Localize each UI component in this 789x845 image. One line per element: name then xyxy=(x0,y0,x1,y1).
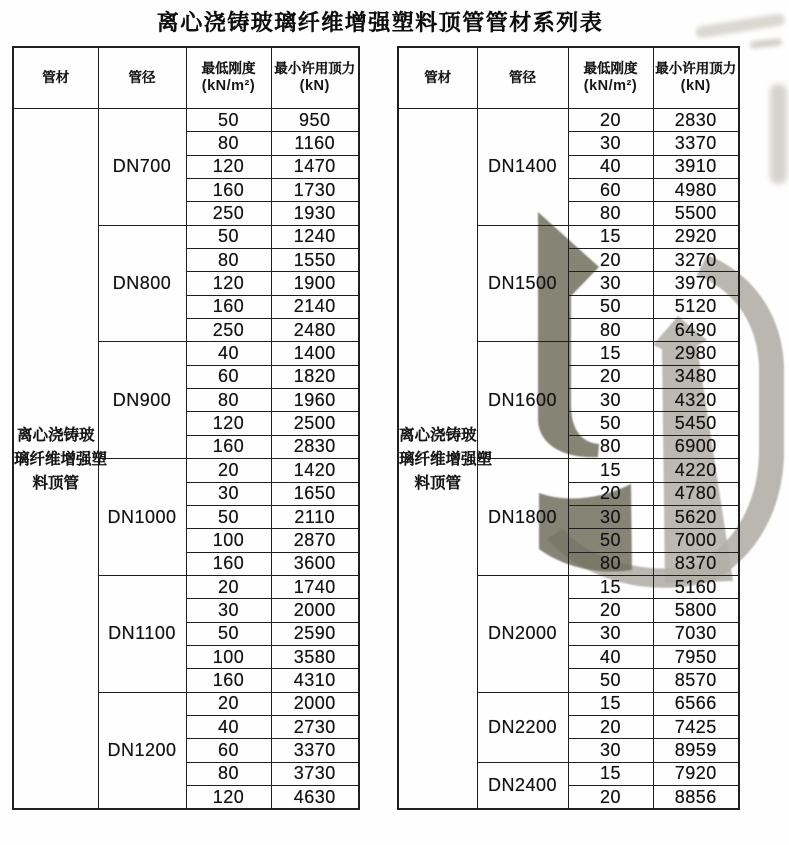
page-title: 离心浇铸玻璃纤维增强塑料顶管管材系列表 xyxy=(156,11,604,36)
stiffness-cell: 80 xyxy=(186,132,271,155)
stiffness-cell: 20 xyxy=(568,785,653,809)
force-cell: 2830 xyxy=(653,109,739,132)
col-header-force-line: (kN) xyxy=(299,78,330,94)
stiffness-cell: 20 xyxy=(568,482,653,505)
force-cell: 3970 xyxy=(653,272,739,295)
force-cell: 1160 xyxy=(271,132,359,155)
material-label-line: 离心浇铸玻 xyxy=(16,425,95,444)
col-header-force-line: 最小许用顶力 xyxy=(274,61,356,77)
force-cell: 5500 xyxy=(653,202,739,225)
force-cell: 7950 xyxy=(653,645,739,668)
pipe-series-table-left xyxy=(12,46,358,810)
col-header-diameter xyxy=(98,47,186,109)
stiffness-cell: 250 xyxy=(186,319,271,342)
force-cell: 5120 xyxy=(653,295,739,318)
stiffness-cell: 20 xyxy=(186,459,271,482)
diameter-cell: DN900 xyxy=(98,342,186,459)
col-header-material-line: 管材 xyxy=(42,69,70,86)
stiffness-cell: 60 xyxy=(568,179,653,202)
force-cell: 2590 xyxy=(271,622,359,645)
force-cell: 1420 xyxy=(271,459,359,482)
material-label-line: 离心浇铸玻 xyxy=(399,425,477,444)
force-cell: 3600 xyxy=(271,552,359,575)
force-cell: 7425 xyxy=(653,715,739,738)
stiffness-cell: 30 xyxy=(568,272,653,295)
stiffness-cell: 250 xyxy=(186,202,271,225)
force-cell: 2730 xyxy=(271,715,359,738)
diameter-cell: DN1600 xyxy=(477,342,568,459)
force-cell: 3730 xyxy=(271,762,359,785)
force-cell: 5620 xyxy=(653,505,739,528)
force-cell: 2000 xyxy=(271,599,359,622)
col-header-diameter-line: 管径 xyxy=(509,69,536,86)
stiffness-cell: 15 xyxy=(568,459,653,482)
stiffness-cell: 50 xyxy=(568,529,653,552)
pipe-table-right xyxy=(397,46,740,810)
col-header-stiffness xyxy=(568,47,653,109)
stiffness-cell: 120 xyxy=(186,155,271,178)
diameter-cell: DN2400 xyxy=(477,762,568,809)
col-header-stiffness-line: (kN/m²) xyxy=(583,78,638,94)
force-cell: 2980 xyxy=(653,342,739,365)
force-cell: 7920 xyxy=(653,762,739,785)
stiffness-cell: 20 xyxy=(568,249,653,272)
diameter-cell: DN1800 xyxy=(477,459,568,576)
force-cell: 3370 xyxy=(653,132,739,155)
stiffness-cell: 160 xyxy=(186,552,271,575)
force-cell: 4980 xyxy=(653,179,739,202)
force-cell: 2830 xyxy=(271,435,359,458)
stiffness-cell: 80 xyxy=(568,552,653,575)
diameter-cell: DN2200 xyxy=(477,692,568,762)
force-cell: 1470 xyxy=(271,155,359,178)
stiffness-cell: 80 xyxy=(186,389,271,412)
col-header-force xyxy=(271,47,359,109)
header-row xyxy=(13,47,359,109)
material-cell xyxy=(398,109,493,810)
stiffness-cell: 15 xyxy=(568,762,653,785)
material-label-line: 料顶管 xyxy=(32,473,79,492)
force-cell: 2110 xyxy=(271,505,359,528)
force-cell: 1960 xyxy=(271,389,359,412)
force-cell: 4780 xyxy=(653,482,739,505)
force-cell: 8570 xyxy=(653,669,739,692)
diameter-cell: DN700 xyxy=(98,109,186,226)
pipe-series-table-right xyxy=(397,46,738,810)
stiffness-cell: 20 xyxy=(568,365,653,388)
stiffness-cell: 120 xyxy=(186,272,271,295)
stiffness-cell: 40 xyxy=(568,155,653,178)
col-header-material xyxy=(398,47,477,109)
force-cell: 2920 xyxy=(653,225,739,248)
col-header-stiffness xyxy=(186,47,271,109)
diameter-cell: DN2000 xyxy=(477,575,568,692)
force-cell: 7000 xyxy=(653,529,739,552)
stiffness-cell: 30 xyxy=(568,505,653,528)
force-cell: 5800 xyxy=(653,599,739,622)
header-row xyxy=(398,47,739,109)
stiffness-cell: 30 xyxy=(568,132,653,155)
stiffness-cell: 15 xyxy=(568,225,653,248)
stiffness-cell: 160 xyxy=(186,295,271,318)
stiffness-cell: 15 xyxy=(568,692,653,715)
col-header-material xyxy=(13,47,98,109)
stiffness-cell: 30 xyxy=(186,482,271,505)
force-cell: 2000 xyxy=(271,692,359,715)
col-header-diameter-line: 管径 xyxy=(128,69,156,86)
stiffness-cell: 160 xyxy=(186,179,271,202)
material-cell xyxy=(13,109,108,810)
force-cell: 4320 xyxy=(653,389,739,412)
stiffness-cell: 80 xyxy=(568,319,653,342)
stiffness-cell: 15 xyxy=(568,342,653,365)
stiffness-cell: 30 xyxy=(568,739,653,762)
force-cell: 2140 xyxy=(271,295,359,318)
col-header-stiffness-line: 最低刚度 xyxy=(583,61,638,77)
stiffness-cell: 80 xyxy=(568,202,653,225)
diameter-cell: DN1200 xyxy=(98,692,186,809)
force-cell: 6900 xyxy=(653,435,739,458)
force-cell: 5160 xyxy=(653,575,739,598)
stiffness-cell: 80 xyxy=(186,249,271,272)
force-cell: 8856 xyxy=(653,785,739,809)
col-header-force-line: (kN) xyxy=(680,78,711,94)
stiffness-cell: 20 xyxy=(568,599,653,622)
stiffness-cell: 120 xyxy=(186,785,271,809)
table-row xyxy=(398,109,739,132)
col-header-force xyxy=(653,47,739,109)
table-row xyxy=(13,109,359,132)
stiffness-cell: 50 xyxy=(186,505,271,528)
force-cell: 3580 xyxy=(271,645,359,668)
diameter-cell: DN1500 xyxy=(477,225,568,342)
force-cell: 1820 xyxy=(271,365,359,388)
force-cell: 6566 xyxy=(653,692,739,715)
stiffness-cell: 50 xyxy=(186,109,271,132)
pipe-table-left xyxy=(12,46,360,810)
stiffness-cell: 50 xyxy=(568,295,653,318)
col-header-material-line: 管材 xyxy=(424,69,452,86)
stiffness-cell: 60 xyxy=(186,739,271,762)
stiffness-cell: 30 xyxy=(186,599,271,622)
stiffness-cell: 40 xyxy=(568,645,653,668)
stiffness-cell: 100 xyxy=(186,529,271,552)
col-header-stiffness-line: 最低刚度 xyxy=(201,61,256,77)
diameter-cell: DN800 xyxy=(98,225,186,342)
stiffness-cell: 50 xyxy=(568,669,653,692)
col-header-force-line: 最小许用顶力 xyxy=(655,61,737,77)
force-cell: 8370 xyxy=(653,552,739,575)
stiffness-cell: 80 xyxy=(568,435,653,458)
force-cell: 3480 xyxy=(653,365,739,388)
stiffness-cell: 20 xyxy=(568,715,653,738)
force-cell: 1240 xyxy=(271,225,359,248)
material-label-line: 料顶管 xyxy=(414,473,461,492)
force-cell: 2480 xyxy=(271,319,359,342)
stiffness-cell: 50 xyxy=(186,622,271,645)
force-cell: 3370 xyxy=(271,739,359,762)
force-cell: 1900 xyxy=(271,272,359,295)
stiffness-cell: 40 xyxy=(186,715,271,738)
stiffness-cell: 20 xyxy=(186,692,271,715)
material-label-line: 璃纤维增强塑 xyxy=(399,449,493,468)
force-cell: 1650 xyxy=(271,482,359,505)
stiffness-cell: 20 xyxy=(186,575,271,598)
col-header-stiffness-line: (kN/m²) xyxy=(201,78,256,94)
stiffness-cell: 60 xyxy=(186,365,271,388)
force-cell: 4220 xyxy=(653,459,739,482)
stiffness-cell: 30 xyxy=(568,389,653,412)
force-cell: 950 xyxy=(271,109,359,132)
stiffness-cell: 120 xyxy=(186,412,271,435)
force-cell: 7030 xyxy=(653,622,739,645)
force-cell: 2500 xyxy=(271,412,359,435)
force-cell: 2870 xyxy=(271,529,359,552)
stiffness-cell: 80 xyxy=(186,762,271,785)
force-cell: 1400 xyxy=(271,342,359,365)
force-cell: 6490 xyxy=(653,319,739,342)
force-cell: 4310 xyxy=(271,669,359,692)
force-cell: 3910 xyxy=(653,155,739,178)
stiffness-cell: 160 xyxy=(186,669,271,692)
stiffness-cell: 50 xyxy=(568,412,653,435)
stiffness-cell: 100 xyxy=(186,645,271,668)
force-cell: 5450 xyxy=(653,412,739,435)
force-cell: 1550 xyxy=(271,249,359,272)
stiffness-cell: 160 xyxy=(186,435,271,458)
force-cell: 1930 xyxy=(271,202,359,225)
force-cell: 4630 xyxy=(271,785,359,809)
diameter-cell: DN1100 xyxy=(98,575,186,692)
stiffness-cell: 40 xyxy=(186,342,271,365)
diameter-cell: DN1000 xyxy=(98,459,186,576)
force-cell: 8959 xyxy=(653,739,739,762)
force-cell: 1740 xyxy=(271,575,359,598)
stiffness-cell: 30 xyxy=(568,622,653,645)
stiffness-cell: 15 xyxy=(568,575,653,598)
col-header-diameter xyxy=(477,47,568,109)
stiffness-cell: 50 xyxy=(186,225,271,248)
force-cell: 1730 xyxy=(271,179,359,202)
force-cell: 3270 xyxy=(653,249,739,272)
diameter-cell: DN1400 xyxy=(477,109,568,226)
material-label-line: 璃纤维增强塑 xyxy=(14,449,108,468)
stiffness-cell: 20 xyxy=(568,109,653,132)
